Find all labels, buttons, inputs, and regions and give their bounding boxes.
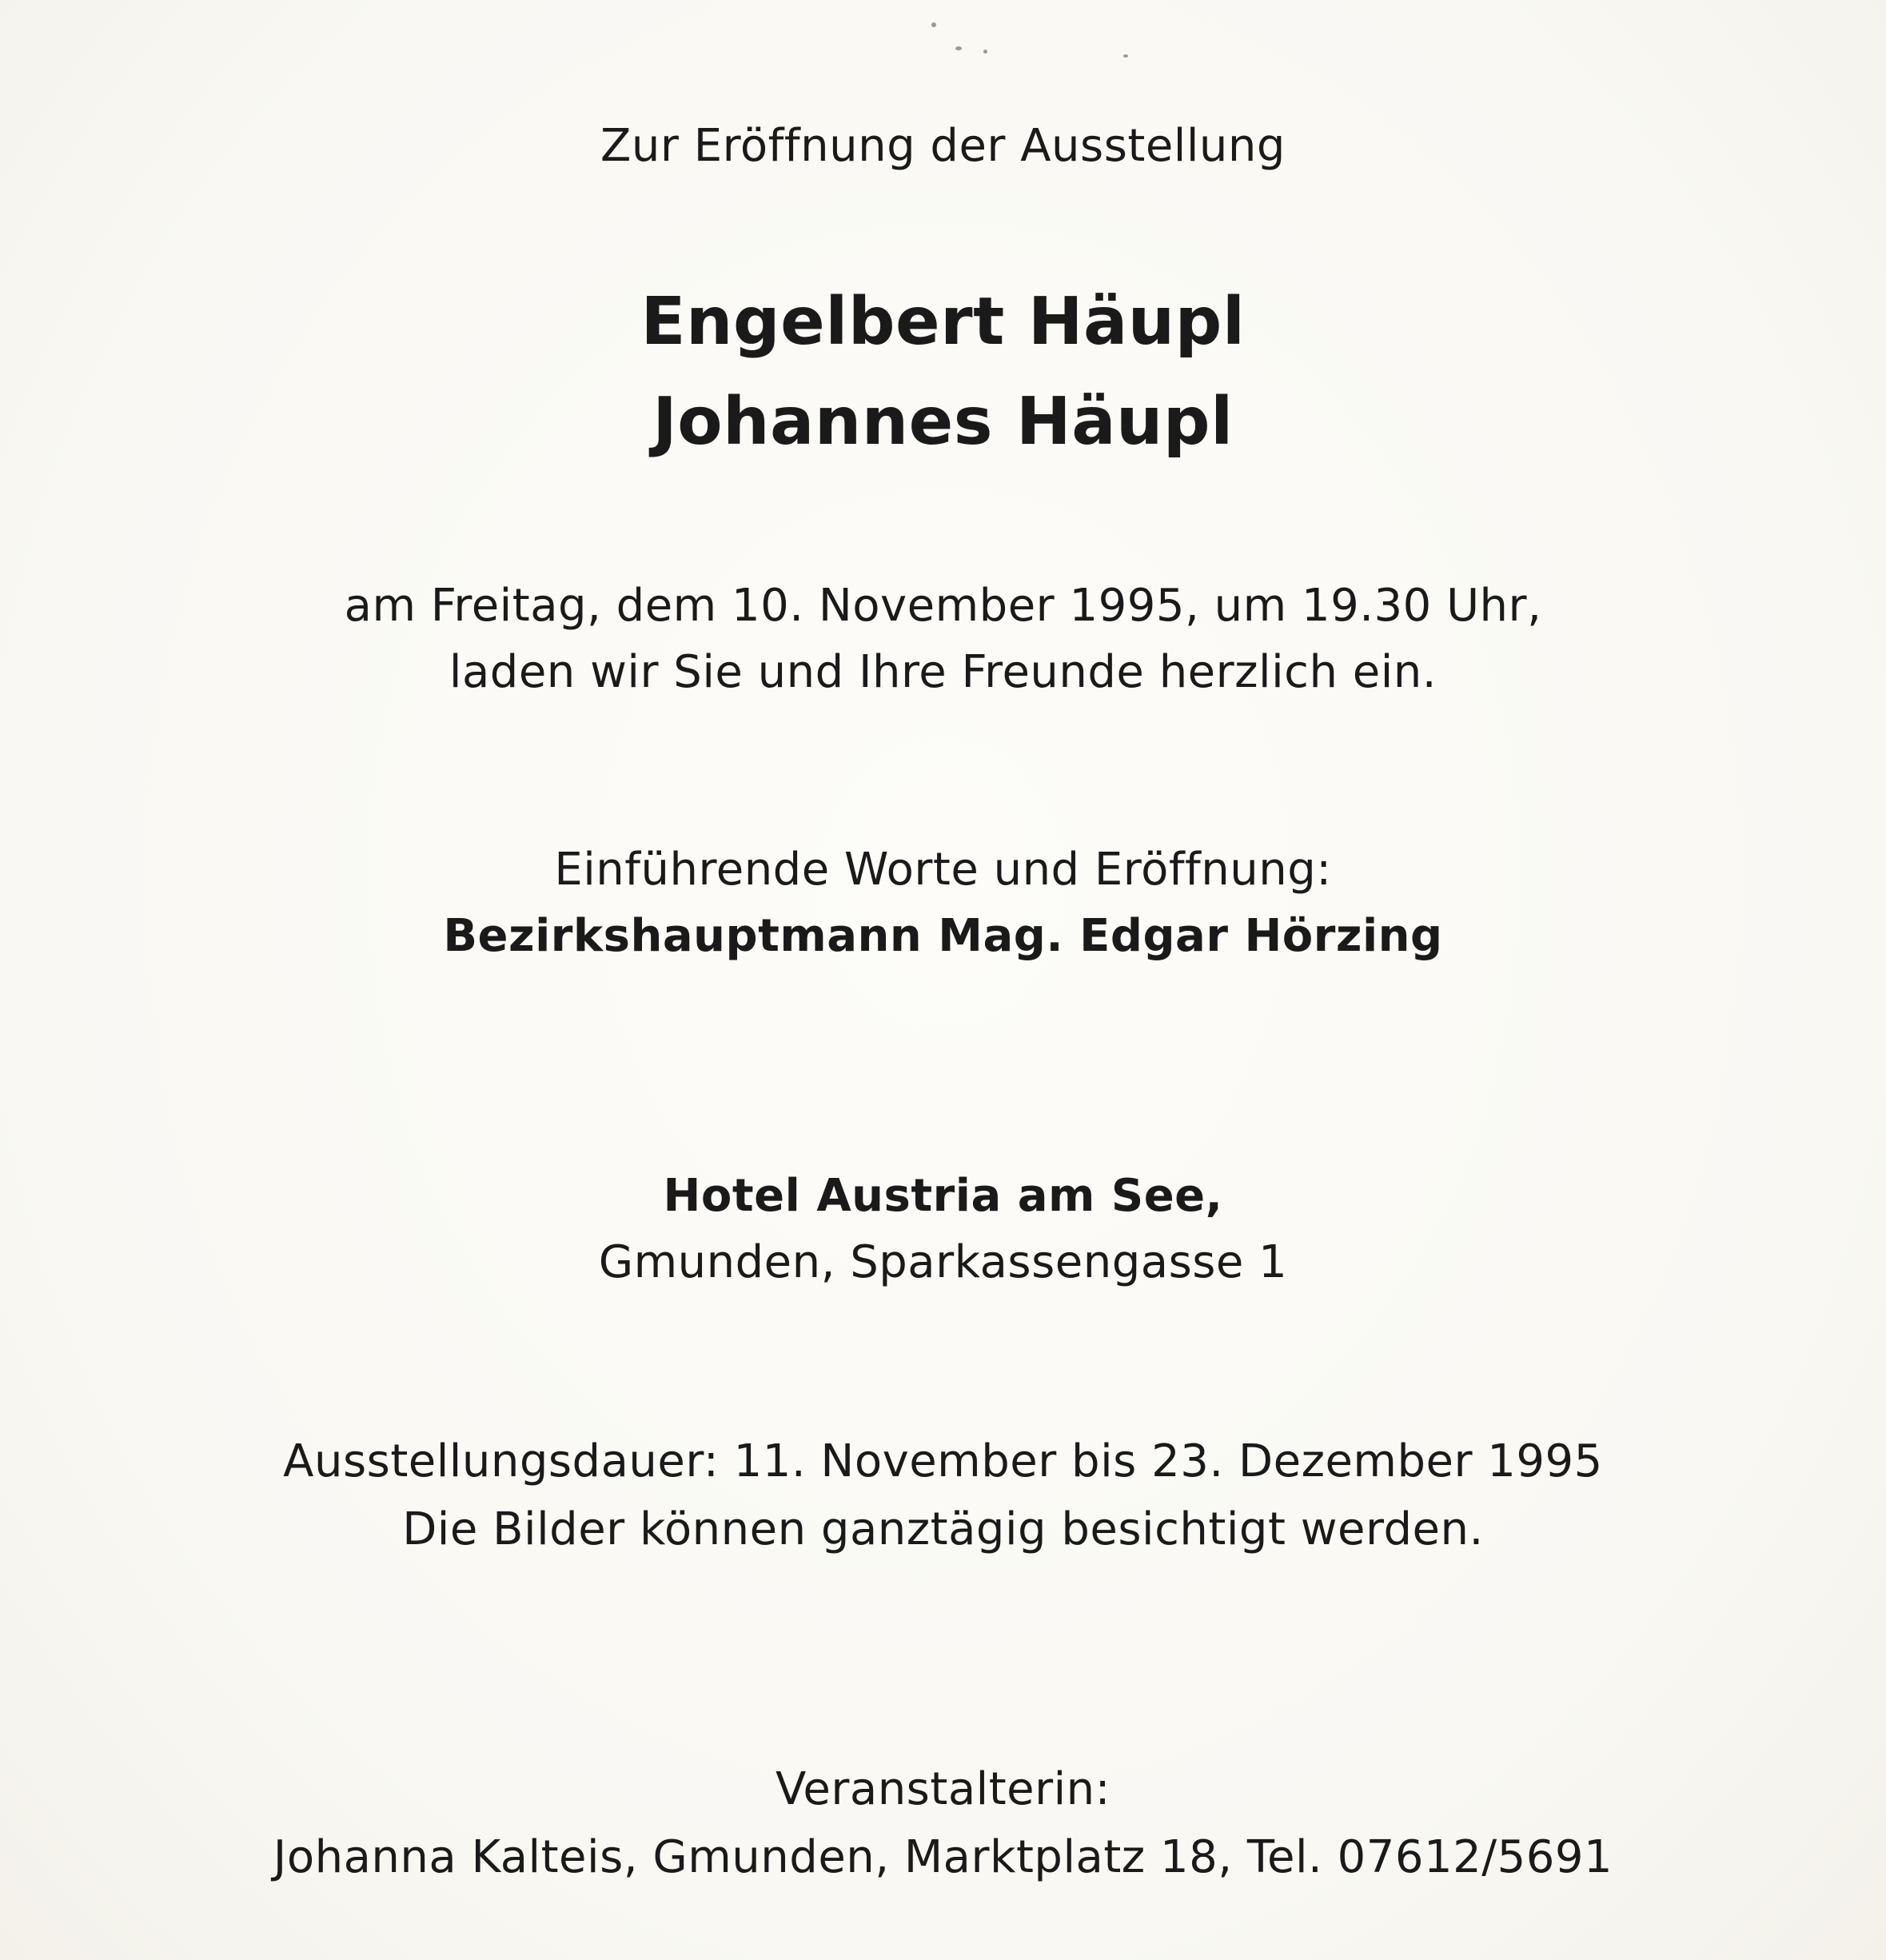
heading: Zur Eröffnung der Ausstellung bbox=[600, 120, 1286, 172]
viewing-line: Die Bilder können ganztägig besichtigt werden. bbox=[402, 1503, 1484, 1555]
organizer-details: Johanna Kalteis, Gmunden, Marktplatz 18, Tel. 07612/5691 bbox=[273, 1831, 1613, 1883]
intro-label: Einführende Worte und Eröffnung: bbox=[554, 844, 1332, 896]
venue-address: Gmunden, Sparkassengasse 1 bbox=[598, 1236, 1288, 1288]
artist-name-1: Engelbert Häupl bbox=[640, 284, 1246, 360]
paper-speck bbox=[955, 46, 962, 50]
organizer-label: Veranstalterin: bbox=[775, 1763, 1111, 1815]
duration-line: Ausstellungsdauer: 11. November bis 23. Dezember 1995 bbox=[283, 1435, 1603, 1487]
paper-speck bbox=[1123, 54, 1128, 58]
venue-name: Hotel Austria am See, bbox=[663, 1170, 1223, 1222]
artist-name-2: Johannes Häupl bbox=[652, 384, 1234, 460]
speaker-name: Bezirkshauptmann Mag. Edgar Hörzing bbox=[443, 910, 1443, 962]
date-line: am Freitag, dem 10. November 1995, um 19.30 Uhr, bbox=[344, 580, 1542, 632]
paper-speck bbox=[931, 22, 936, 27]
paper-speck bbox=[983, 50, 987, 54]
invite-line: laden wir Sie und Ihre Freunde herzlich ein. bbox=[449, 646, 1437, 698]
